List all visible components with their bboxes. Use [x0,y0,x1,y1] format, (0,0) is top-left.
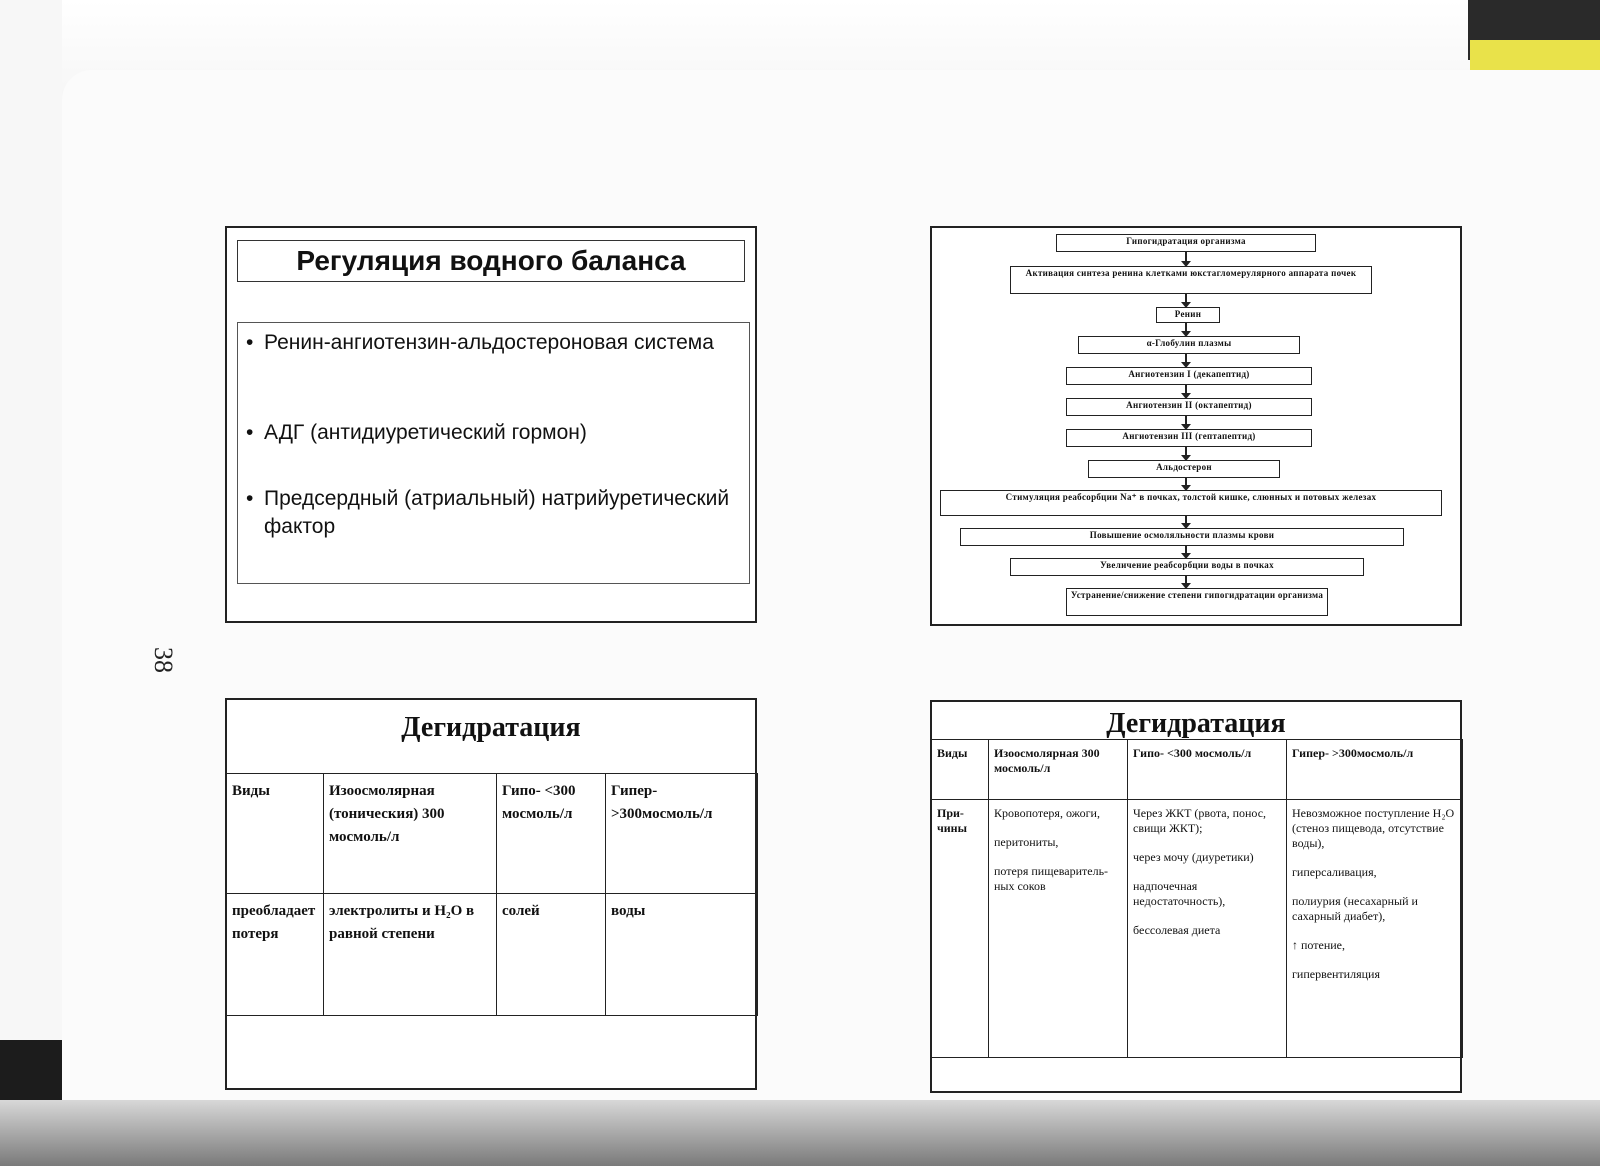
table-cell: Гипер- >300мосмоль/л [1287,740,1463,800]
flow-arrow [1185,354,1187,363]
table-row [932,800,1463,1058]
table-cell [1128,800,1287,1058]
dehydration-table [226,773,758,1016]
flow-arrow [1185,546,1187,554]
table-cell: Изоосмолярная (тоническия) 300 мосмоль/л [324,774,497,894]
slide-raas-flowchart [930,226,1462,626]
bullet-list [237,322,750,584]
flow-arrow [1185,385,1187,394]
table-cell: преобладает потеря [227,894,324,1016]
table-row [227,774,758,894]
cause-text: перитониты, [994,835,1059,849]
cause-text: надпочечная недостаточность), [1133,879,1226,908]
cause-text: через мочу (диуретики) [1133,850,1254,864]
table-cell [1287,800,1463,1058]
table-cell: электролиты и H₂O в равной степени [324,894,497,1016]
bullet-item: • Предсердный (атриальный) натрийуретический фактор [244,485,734,541]
bullet-item: • АДГ (антидиуретический гормон) [244,419,734,447]
cause-text: гиперсаливация, [1292,865,1377,879]
flow-box: Гипогидратация организма [1056,234,1316,252]
cause-text: бессолевая диета [1133,923,1221,937]
cause-text: Кровопотеря, ожоги, [994,806,1100,820]
cause-text: ↑ потение, [1292,938,1346,952]
flow-box: Устранение/снижение степени гипогидратации организма [1066,588,1328,616]
flow-box: Ангиотензин II (октапептид) [1066,398,1312,416]
table-row [227,894,758,1016]
flow-box: Ренин [1156,307,1220,323]
table-cell: Изоосмолярная 300 мосмоль/л [989,740,1128,800]
flow-box: Активация синтеза ренина клетками юкстагломерулярного аппарата почек [1010,266,1372,294]
table-cell: Гипо- <300 мосмоль/л [1128,740,1287,800]
slide-water-balance-regulation [225,226,757,623]
flow-box: Повышение осмоляльности плазмы крови [960,528,1404,546]
bullet-item: • Ренин-ангиотензин-альдостероновая система [244,329,734,357]
table-cell: Гипер- >300мосмоль/л [606,774,758,894]
flow-arrow [1185,252,1187,262]
table-row [932,740,1463,800]
page-number: 38 [149,647,178,673]
flow-box: Альдостерон [1088,460,1280,478]
flow-box: Ангиотензин III (гептапептид) [1066,429,1312,447]
slide-dehydration-causes [930,700,1462,1093]
slide-dehydration-table [225,698,757,1090]
slide-title: Регуляция водного баланса [237,240,745,282]
slide-title: Дегидратация [401,712,581,743]
cause-text: Невозможное поступление H₂O (стеноз пищевода, отсутствие воды), [1292,806,1455,850]
table-cell [989,800,1128,1058]
flow-arrow [1185,447,1187,456]
cause-text: полиурия (несахарный и сахарный диабет), [1292,894,1418,923]
flow-arrow [1185,323,1187,332]
table-cell: При-чины [932,800,989,1058]
table-cell: Виды [227,774,324,894]
flow-box: Стимуляция реабсорбции Na⁺ в почках, толстой кишке, слюнных и потовых железах [940,490,1442,516]
scan-left-margin [0,0,62,1166]
flow-arrow [1185,294,1187,303]
cause-text: гипервентиляция [1292,967,1380,981]
slide-title: Дегидратация [1106,708,1286,739]
flow-box: Увеличение реабсорбции воды в почках [1010,558,1364,576]
cause-text: Через ЖКТ (рвота, понос, свищи ЖКТ); [1133,806,1267,835]
flow-arrow [1185,478,1187,486]
flow-box: α-Глобулин плазмы [1078,336,1300,354]
flow-arrow [1185,516,1187,524]
table-cell: Виды [932,740,989,800]
flow-box: Ангиотензин I (декапептид) [1066,367,1312,385]
cause-text: потеря пищеваритель-ных соков [994,864,1109,893]
table-cell: Гипо- <300 мосмоль/л [497,774,606,894]
table-cell: воды [606,894,758,1016]
table-cell: солей [497,894,606,1016]
flow-arrow [1185,416,1187,425]
scan-bottom-shadow [0,1100,1600,1166]
dehydration-causes-table [931,739,1463,1058]
flow-arrow [1185,576,1187,584]
